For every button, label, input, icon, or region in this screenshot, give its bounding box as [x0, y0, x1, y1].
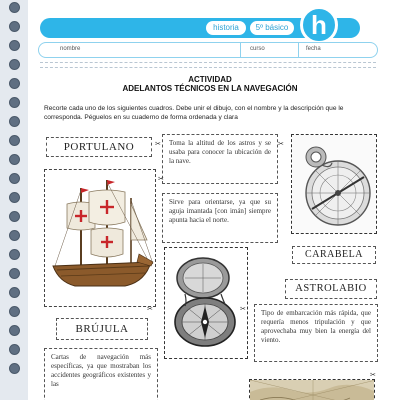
- scissors-icon: ✂: [370, 372, 376, 379]
- astrolabe-illustration: [292, 135, 377, 234]
- info-separator: [298, 43, 299, 57]
- instructions-text: Recorte cada uno de los siguientes cuadros. Debe unir el dibujo, con el nombre y la descripción que le corresponda. Péguelos en su cuaderno de forma ordenada y clara: [44, 105, 344, 121]
- activity-subtitle: ADELANTOS TÉCNICOS EN LA NAVEGACIÓN: [122, 84, 298, 93]
- course-field-label: curso: [250, 46, 265, 52]
- scissors-icon: ✂: [147, 306, 153, 313]
- description-compass[interactable]: Sirve para orientarse, ya que su aguja imantada [con imán] siempre apunta hacia el norte.: [162, 193, 278, 243]
- portolan-map-illustration: [250, 380, 375, 400]
- description-caravel[interactable]: Tipo de embarcación más rápida, que requería menos tripulación y que aprovechaba muy bien la energía del viento.: [254, 304, 378, 362]
- spiral-binding: [0, 0, 28, 400]
- grade-badge: 5º básico: [250, 21, 294, 35]
- scissors-icon: ✂: [158, 176, 164, 183]
- label-astrolabio[interactable]: ASTROLABIO: [285, 279, 377, 299]
- scissors-icon: ✂: [155, 141, 161, 148]
- label-portulano[interactable]: PORTULANO: [46, 137, 152, 157]
- compass-illustration: [165, 248, 248, 359]
- divider: [40, 67, 376, 68]
- scissors-icon: ✂: [240, 306, 246, 313]
- date-field-label: fecha: [306, 46, 321, 52]
- divider: [40, 62, 376, 63]
- description-astrolabe[interactable]: Toma la altitud de los astros y se usaba para conocer la ubicación de la nave.: [162, 134, 278, 184]
- portolan-map-image-card[interactable]: [249, 379, 375, 400]
- label-brujula[interactable]: BRÚJULA: [56, 318, 148, 340]
- binding-holes: [9, 2, 21, 382]
- brand-logo: h: [300, 6, 338, 44]
- astrolabe-image-card[interactable]: [291, 134, 377, 234]
- caravel-illustration: [45, 170, 156, 307]
- name-field-label: nombre: [60, 46, 81, 52]
- info-separator: [240, 43, 241, 57]
- description-portolan[interactable]: Cartas de navegación más específicas, ya que mostraban los accidentes geográficos existentes y las: [44, 348, 158, 400]
- caravel-image-card[interactable]: [44, 169, 156, 307]
- subject-badge: historia: [206, 21, 246, 35]
- label-carabela[interactable]: CARABELA: [292, 246, 376, 264]
- student-info-row: [38, 42, 378, 58]
- activity-title: ACTIVIDAD: [188, 75, 232, 84]
- scissors-icon: ✂: [278, 141, 284, 148]
- compass-image-card[interactable]: [164, 247, 248, 359]
